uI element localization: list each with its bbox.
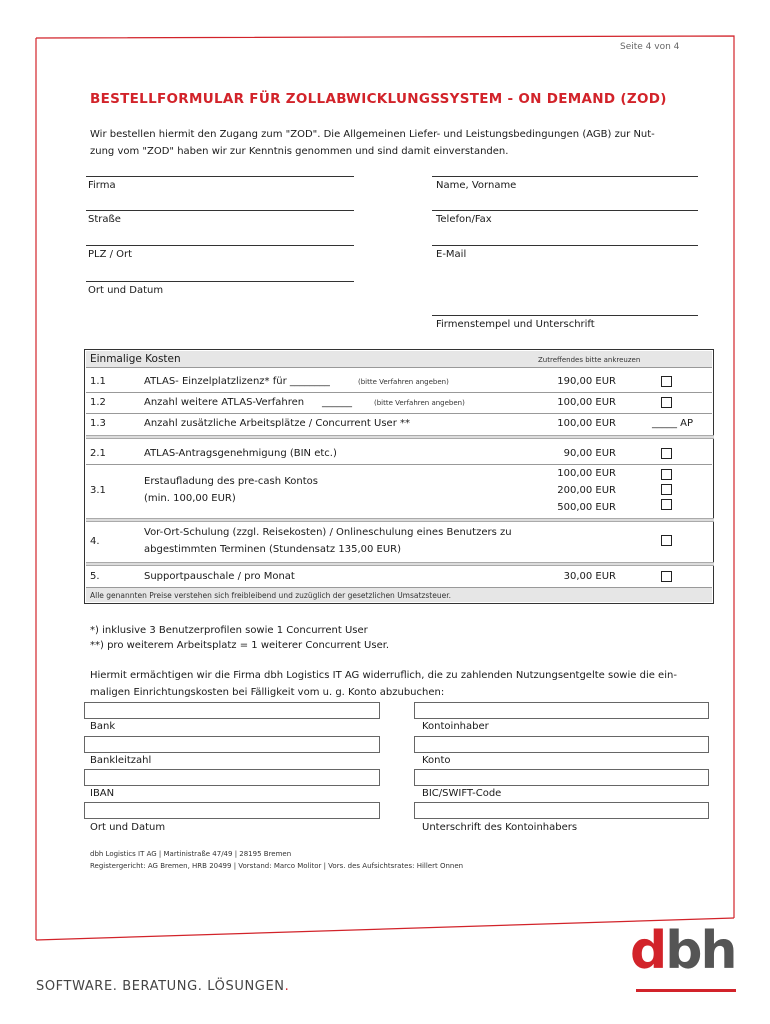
bank-ort-datum-label: Ort und Datum <box>90 822 166 833</box>
row-4-checkbox[interactable] <box>661 535 672 546</box>
row-1-1-text: ATLAS- Einzelplatzlizenz* für ________ <box>144 376 330 387</box>
tagline-text: SOFTWARE. BERATUNG. LÖSUNGEN <box>36 979 285 994</box>
iban-input[interactable] <box>84 769 380 786</box>
row-1-2-blank[interactable]: ______ <box>322 397 352 408</box>
email-line[interactable] <box>432 245 698 246</box>
strasse-line[interactable] <box>86 210 354 211</box>
strasse-label: Straße <box>88 214 121 225</box>
row-1-3-ap-field[interactable]: _____ AP <box>652 418 694 429</box>
bic-label: BIC/SWIFT-Code <box>422 788 502 799</box>
row-5-price: 30,00 EUR <box>563 571 616 582</box>
unterschrift-input[interactable] <box>414 802 709 819</box>
row-3-1-price-2: 200,00 EUR <box>557 485 616 496</box>
row-3-1-checkbox-1[interactable] <box>661 469 672 480</box>
row-3-1-checkbox-2[interactable] <box>661 484 672 495</box>
ort-datum-line[interactable] <box>86 281 354 282</box>
konto-input[interactable] <box>414 736 709 753</box>
row-3-1-text1: Erstaufladung des pre-cash Kontos <box>144 476 319 487</box>
row-3-1-text2: (min. 100,00 EUR) <box>144 493 236 504</box>
firma-line[interactable] <box>86 176 354 177</box>
intro-line-1: Wir bestellen hiermit den Zugang zum "ZOD". Die Allgemeinen Liefer- und Leistungsbedingungen (AGB) zur Nut- <box>90 129 655 140</box>
page-title: BESTELLFORMULAR FÜR ZOLLABWICKLUNGSSYSTEM - ON DEMAND (ZOD) <box>90 91 667 107</box>
row-5-nr: 5. <box>90 571 100 582</box>
tagline-dot: . <box>284 979 290 994</box>
table-separator <box>86 435 714 439</box>
kontoinhaber-label: Kontoinhaber <box>422 721 489 732</box>
bankleitzahl-input[interactable] <box>84 736 380 753</box>
row-4-text1: Vor-Ort-Schulung (zzgl. Reisekosten) / Onlineschulung eines Benutzers zu <box>144 527 512 538</box>
plz-label: PLZ / Ort <box>88 249 133 260</box>
note-2: **) pro weiterem Arbeitsplatz = 1 weiterer Concurrent User. <box>90 640 390 651</box>
row-1-1-checkbox[interactable] <box>661 376 672 387</box>
company-register: Registergericht: AG Bremen, HRB 20499 | Vorstand: Marco Molitor | Vors. des Aufsichtsrates: Hillert Onnen <box>90 862 464 870</box>
telefon-label: Telefon/Fax <box>436 214 492 225</box>
bankleitzahl-label: Bankleitzahl <box>90 755 152 766</box>
unterschrift-label: Unterschrift des Kontoinhabers <box>422 822 578 833</box>
row-3-1-nr: 3.1 <box>90 485 106 496</box>
intro-line-2: zung vom "ZOD" haben wir zur Kenntnis genommen und sind damit einverstanden. <box>90 146 509 157</box>
row-3-1-price-1: 100,00 EUR <box>557 468 616 479</box>
row-4-text2: abgestimmten Terminen (Stundensatz 135,00 EUR) <box>144 544 402 555</box>
row-1-3-price: 100,00 EUR <box>557 418 616 429</box>
telefon-line[interactable] <box>432 210 698 211</box>
table-separator <box>86 518 714 522</box>
authorization-line-1: Hiermit ermächtigen wir die Firma dbh Logistics IT AG widerruflich, die zu zahlenden Nutzungsentgelte sowie die ein- <box>90 670 677 681</box>
row-1-1-note: (bitte Verfahren angeben) <box>358 378 449 386</box>
row-1-2-nr: 1.2 <box>90 397 106 408</box>
row-1-3-text: Anzahl zusätzliche Arbeitsplätze / Concurrent User ** <box>144 418 410 429</box>
bank-input[interactable] <box>84 702 380 719</box>
row-3-1-checkbox-3[interactable] <box>661 499 672 510</box>
row-divider <box>86 464 712 465</box>
row-5-checkbox[interactable] <box>661 571 672 582</box>
row-divider <box>86 392 712 393</box>
row-1-2-text: Anzahl weitere ATLAS-Verfahren <box>144 397 305 408</box>
logo-bh: bh <box>665 921 736 981</box>
row-2-1-text: ATLAS-Antragsgenehmigung (BIN etc.) <box>144 448 337 459</box>
name-label: Name, Vorname <box>436 180 517 191</box>
table-header-right: Zutreffendes bitte ankreuzen <box>538 356 641 364</box>
row-4-nr: 4. <box>90 536 100 547</box>
company-address: dbh Logistics IT AG | Martinistraße 47/49 | 28195 Bremen <box>90 850 292 858</box>
bank-label: Bank <box>90 721 116 732</box>
firma-label: Firma <box>88 180 116 191</box>
row-divider <box>86 413 712 414</box>
row-1-1-price: 190,00 EUR <box>557 376 616 387</box>
ort-datum-label: Ort und Datum <box>88 285 164 296</box>
row-1-2-price: 100,00 EUR <box>557 397 616 408</box>
row-1-2-note: (bitte Verfahren angeben) <box>374 399 465 407</box>
row-5-text: Supportpauschale / pro Monat <box>144 571 295 582</box>
email-label: E-Mail <box>436 249 467 260</box>
tagline <box>36 979 289 994</box>
name-line[interactable] <box>432 176 698 177</box>
row-2-1-checkbox[interactable] <box>661 448 672 459</box>
page-number: Seite 4 von 4 <box>620 42 680 52</box>
kontoinhaber-input[interactable] <box>414 702 709 719</box>
table-footer-text: Alle genannten Preise verstehen sich freibleibend und zuzüglich der gesetzlichen Umsatzsteuer. <box>90 591 451 600</box>
company-info <box>90 848 463 872</box>
iban-label: IBAN <box>90 788 115 799</box>
row-3-1-price-3: 500,00 EUR <box>557 502 616 513</box>
row-1-2-checkbox[interactable] <box>661 397 672 408</box>
table-separator <box>86 562 714 566</box>
table-header-left: Einmalige Kosten <box>90 353 181 365</box>
bank-ort-datum-input[interactable] <box>84 802 380 819</box>
authorization-line-2: maligen Einrichtungskosten bei Fälligkeit vom u. g. Konto abzubuchen: <box>90 687 445 698</box>
bic-input[interactable] <box>414 769 709 786</box>
dbh-logo <box>630 921 735 981</box>
row-1-3-nr: 1.3 <box>90 418 106 429</box>
row-2-1-price: 90,00 EUR <box>563 448 616 459</box>
row-2-1-nr: 2.1 <box>90 448 106 459</box>
stempel-label: Firmenstempel und Unterschrift <box>436 319 595 330</box>
stempel-line[interactable] <box>432 315 698 316</box>
row-1-1-nr: 1.1 <box>90 376 106 387</box>
plz-line[interactable] <box>86 245 354 246</box>
konto-label: Konto <box>422 755 451 766</box>
logo-underline <box>636 989 736 992</box>
logo-d: d <box>630 921 666 981</box>
note-1: *) inklusive 3 Benutzerprofilen sowie 1 Concurrent User <box>90 625 368 636</box>
intro-text <box>90 126 700 160</box>
